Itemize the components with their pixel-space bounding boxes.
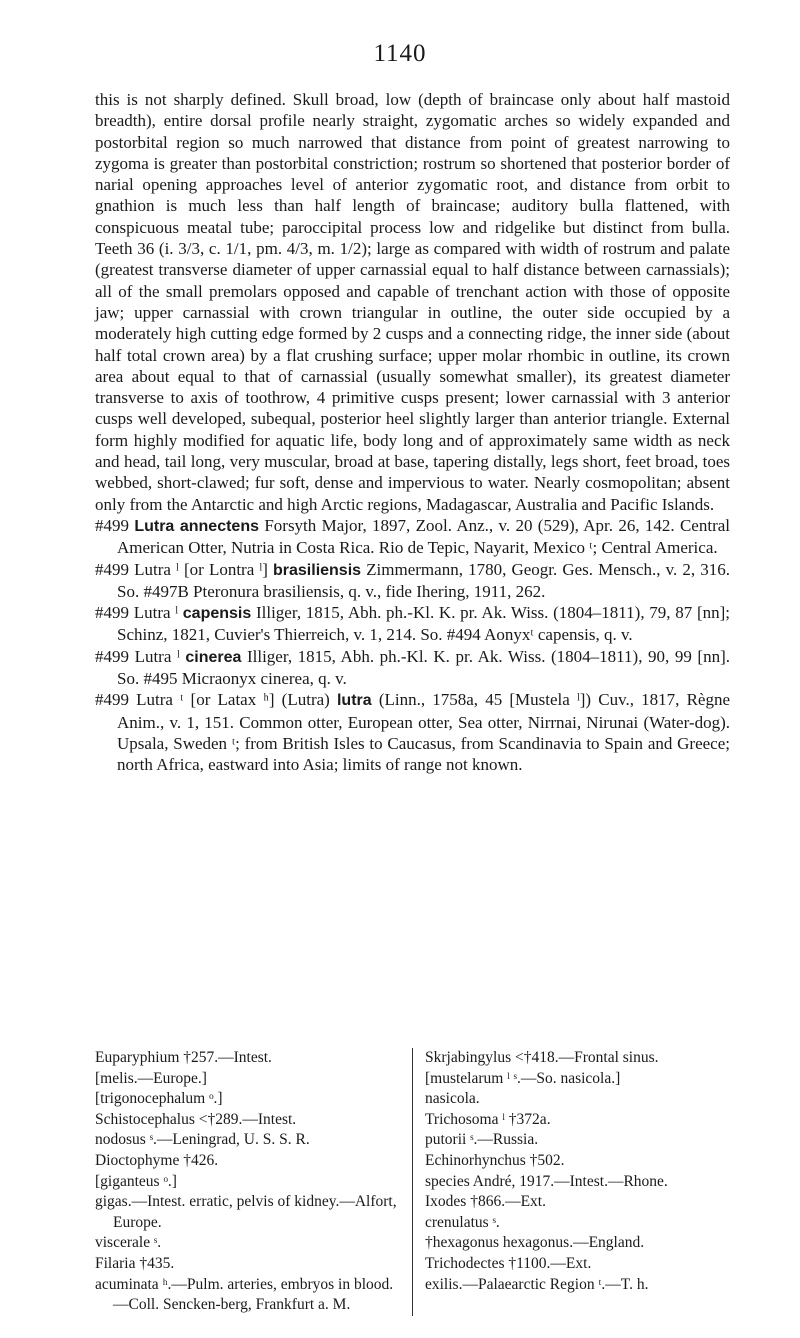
entry-taxon-name: Lutra annectens (134, 517, 259, 535)
parasite-line: putorii ˢ.—Russia. (425, 1131, 539, 1149)
parasite-line: †hexagonus hexagonus.—England. (425, 1234, 645, 1252)
entry-text: (Linn., 1758a, 45 [Mustela ˡ]) Cuv., 1817, Règne Anim., v. 1, 151. Common otter, European otter, Sea otter, Nirrnai, Nirunai (Water-dog). Upsala, Sweden ᵗ; from British Isles to Caucasus, from Scandinavia to Spain and Greece; north Africa, eastward into Asia; limits of range not known. (117, 690, 730, 775)
parasite-line: Trichodectes †1100.—Ext. (425, 1254, 592, 1272)
parasite-line: crenulatus ˢ. (425, 1213, 500, 1231)
parasite-line: Dioctophyme †426. (95, 1151, 219, 1169)
parasite-line: Schistocephalus <†289.—Intest. (95, 1110, 297, 1128)
entry-taxon-name: lutra (336, 692, 372, 710)
parasite-line: gigas.—Intest. erratic, pelvis of kidney.—Alfort, Europe. (95, 1193, 397, 1231)
species-entry (95, 515, 730, 559)
entry-prefix: Lutra ˡ [or Lontra ˡ] (129, 559, 273, 579)
parasite-line: [mustelarum ˡ ˢ.—So. nasicola.] (425, 1069, 621, 1087)
parasite-line: Skrjabingylus <†418.—Frontal sinus. (425, 1049, 659, 1066)
entry-number: #499 (95, 559, 129, 579)
parasite-list-left-column (95, 1048, 413, 1316)
entry-text: Illiger, 1815, Abh. ph.-Kl. K. pr. Ak. Wiss. (1804–1811), 90, 99 [nn]. So. #495 Micraonyx cinerea, q. v. (117, 646, 730, 689)
entry-number: #499 (95, 515, 129, 535)
species-entry (95, 559, 730, 603)
species-entry (95, 646, 730, 690)
entry-prefix: Lutra ˡ (129, 646, 186, 666)
parasite-line: acuminata ʰ.—Pulm. arteries, embryos in blood.—Coll. Sencken-berg, Frankfurt a. M. (95, 1275, 394, 1314)
entry-prefix: Lutra ˡ (129, 603, 183, 623)
main-text (95, 89, 730, 776)
entry-text: Zimmermann, 1780, Geogr. Ges. Mensch., v. 2, 316. So. #497B Pteronura brasiliensis, q. v., fide Ihering, 1911, 262. (117, 559, 731, 601)
parasite-list-right-column (413, 1048, 730, 1316)
parasite-line: viscerale ˢ. (95, 1234, 162, 1252)
parasite-line: [giganteus ᵒ.] (95, 1172, 177, 1190)
parasite-list (95, 1048, 730, 1316)
parasite-line: nodosus ˢ.—Leningrad, U. S. S. R. (95, 1131, 310, 1149)
parasite-line: species André, 1917.—Intest.—Rhone. (425, 1172, 668, 1190)
entry-taxon-name: capensis (182, 605, 252, 623)
entry-text: Illiger, 1815, Abh. ph.-Kl. K. pr. Ak. Wiss. (1804–1811), 79, 87 [nn]; Schinz, 1821, Cuvier's Thierreich, v. 1, 214. So. #494 Aonyxᵗ capensis, q. v. (117, 603, 730, 645)
parasite-line: nasicola. (425, 1090, 480, 1108)
entry-taxon-name: cinerea (185, 648, 242, 666)
parasite-line: Echinorhynchus †502. (425, 1151, 565, 1169)
parasite-line: [trigonocephalum ᵒ.] (95, 1090, 223, 1108)
species-entry (95, 689, 730, 775)
parasite-line: Trichosoma ˡ †372a. (425, 1110, 551, 1128)
entry-number: #499 (95, 603, 129, 623)
parasite-line: exilis.—Palaearctic Region ᵗ.—T. h. (425, 1275, 649, 1293)
parasite-line: Ixodes †866.—Ext. (425, 1193, 546, 1211)
parasite-line: Euparyphium †257.—Intest. (95, 1049, 272, 1066)
parasite-line: [melis.—Europe.] (95, 1069, 207, 1087)
entry-number: #499 (95, 646, 129, 666)
entry-text: Forsyth Major, 1897, Zool. Anz., v. 20 (529), Apr. 26, 142. Central American Otter, Nutria in Costa Rica. Rio de Tepic, Nayarit, Mexico ᵗ; Central America. (117, 515, 730, 558)
entry-number: #499 (95, 690, 129, 710)
parasite-line: Filaria †435. (95, 1254, 175, 1272)
entry-prefix: Lutra ᵗ [or Latax ʰ] (Lutra) (129, 690, 337, 710)
species-entry (95, 602, 730, 646)
page-number: 1140 (373, 40, 427, 67)
entry-taxon-name: brasiliensis (273, 561, 362, 579)
description-paragraph: this is not sharply defined. Skull broad, low (depth of braincase only about half mastoid breadth), entire dorsal profile nearly straight, zygomatic arches so widely expanded and postorbital region so much narrowed that distance from point of greatest narrowing to zygoma is greater than postorbital constriction; rostrum so shortened that posterior border of narial opening approaches level of anterior zygomatic root, and distance from orbit to gnathion is much less than half length of braincase; auditory bulla flattened, with conspicuous meatal tube; paroccipital process low and ridgelike but distinct from bulla. Teeth 36 (i. 3/3, c. 1/1, pm. 4/3, m. 1/2); large as compared with width of rostrum and palate (greatest transverse diameter of upper carnassial equal to half distance between carnassials); all of the small premolars opposed and capable of trenchant action with those of opposite jaw; upper carnassial with crown triangular in outline, the outer side occupied by a moderately high cutting edge formed by 2 cusps and a connecting ridge, the inner side (about half total crown area) by a flat crushing surface; upper molar rhombic in outline, its crown area about equal to that of carnassial (usually somewhat smaller), its greatest diameter transverse to axis of toothrow, 4 primitive cusps present; lower carnassial with 3 anterior cusps well developed, subequal, posterior heel slightly larger than anterior triangle. External form highly modified for aquatic life, body long and of approximately same width as neck and head, tail long, very muscular, broad at base, tapering distally, legs short, feet broad, toes webbed, short-clawed; fur soft, dense and impervious to water. Nearly cosmopolitan; absent only from the Antarctic and high Arctic regions, Madagascar, Australia and Pacific Islands. (95, 90, 730, 514)
